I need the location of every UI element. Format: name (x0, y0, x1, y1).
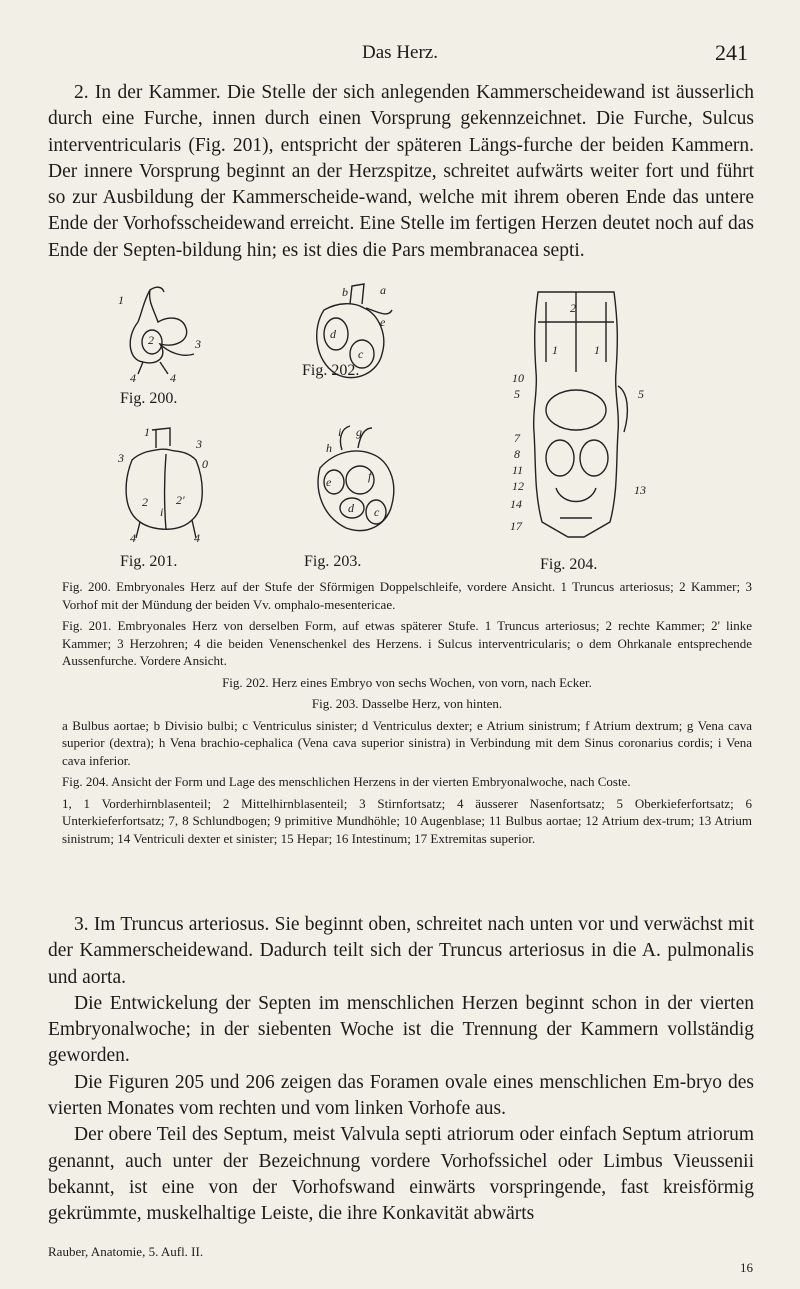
footer-sheet: 16 (740, 1260, 753, 1275)
fig203-label-d: d (348, 501, 354, 515)
fig202-label-c: c (358, 347, 364, 361)
fig204-label-17: 17 (510, 519, 522, 533)
paragraph: 2. In der Kammer. Die Stelle der sich anlegenden Kammerscheidewand ist äusserlich durch eine Furche, innen durch einen Vorsprung gekennzeichnet. Die Furche, Sulcus interventricularis (Fig. 201), entspricht der späteren Längs-furche der beiden Kammern. Der innere Vorsprung beginnt an der Herzspitze, schreitet aufwärts weiter fort und führt so zur Ausbildung der Kammerscheide-wand, welche mit ihrem oberen Ende das untere Ende der Vorhofsscheidewand erreicht. Eine Stelle im fertigen Herzen deutet noch auf das Ende der Septen-bildung hin; es ist dies die Pars membranacea septi. (48, 82, 754, 261)
figure-200-drawing (98, 282, 238, 384)
fig204-label-13: 13 (634, 483, 646, 497)
fig200-label-4b: 4 (170, 371, 176, 384)
fig202-label-d: d (330, 327, 336, 341)
footer-source: Rauber, Anatomie, 5. Aufl. II. (48, 1244, 204, 1259)
fig202-label-b: b (342, 285, 348, 299)
figure-204-drawing (498, 282, 658, 544)
fig200-label-4a: 4 (130, 371, 136, 384)
fig200-label: Fig. 200. (120, 390, 178, 407)
fig203-label-f: f (368, 469, 372, 483)
fig204-label-5b: 5 (638, 387, 644, 401)
fig200-label-3: 3 (195, 337, 201, 351)
fig203-label-h: h (326, 441, 332, 455)
fig202-label-e: e (380, 315, 386, 329)
fig204-label-14: 14 (510, 497, 522, 511)
fig204-label-11: 11 (512, 463, 524, 477)
fig203-label: Fig. 203. (304, 553, 362, 570)
fig204-label-1a: 1 (552, 343, 558, 357)
fig201-label-3a: 3 (118, 451, 124, 465)
fig204-label-1b: 1 (594, 343, 600, 357)
fig203-label-c: c (374, 505, 380, 519)
fig204-label-5a: 5 (514, 387, 520, 401)
text-block-top (48, 80, 754, 264)
fig201-label-3b: 3 (196, 437, 202, 451)
fig201-label-2p: 2' (176, 493, 185, 507)
fig201-label: Fig. 201. (120, 553, 178, 570)
figure-203-drawing (302, 420, 412, 545)
captions-block (62, 578, 752, 851)
fig200-label-1: 1 (118, 293, 124, 307)
paragraph: 3. Im Truncus arteriosus. Sie beginnt oben, schreitet nach unten vor und verwächst mit der Kammerscheidewand. Dadurch teilt sich der Truncus arteriosus in die A. pulmonalis und aorta. (48, 914, 754, 988)
caption-fig204: Fig. 204. Ansicht der Form und Lage des menschlichen Herzens in der vierten Embryonalwoche, nach Coste. (62, 774, 631, 789)
fig204-label: Fig. 204. (540, 556, 598, 573)
running-title: Das Herz. (362, 42, 438, 63)
fig201-label-1: 1 (144, 425, 150, 439)
fig201-label-4a: 4 (130, 531, 136, 545)
page-number: 241 (715, 40, 748, 65)
fig201-label-4b: 4 (194, 531, 200, 545)
fig204-label-8: 8 (514, 447, 520, 461)
fig201-label-2: 2 (142, 495, 148, 509)
fig202-label: Fig. 202. (302, 362, 360, 379)
fig200-label-2: 2 (148, 333, 154, 347)
fig204-label-7: 7 (514, 431, 520, 445)
paragraph: Die Entwickelung der Septen im menschlichen Herzen beginnt schon in der vierten Embryonalwoche; in der siebenten Woche ist die Trennung der Kammern vollständig geworden. (48, 992, 754, 1067)
fig203-label-e: e (326, 475, 332, 489)
fig204-label-10: 10 (512, 371, 524, 385)
fig203-label-g: g (356, 425, 362, 439)
caption-fig203: Fig. 203. Dasselbe Herz, von hinten. (311, 696, 503, 711)
fig202-label-a: a (380, 283, 386, 297)
fig201-label-i: i (160, 505, 164, 519)
figure-201-drawing (110, 420, 220, 545)
paragraph: Die Figuren 205 und 206 zeigen das Foramen ovale eines menschlichen Em-bryo des vierten Monates vom rechten und vom linken Vorhofe aus. (48, 1071, 754, 1120)
fig204-label-12: 12 (512, 479, 524, 493)
caption-fig201: Fig. 201. Embryonales Herz von derselben Form, auf etwas späterer Stufe. 1 Truncus arteriosus; 2 rechte Kammer; 2' linke Kammer; 3 Herzohren; 4 die beiden Venenschenkel des Herzens. i Sulcus interventricularis; o dem Ohrkanale entsprechende Aussenfurche. Vordere Ansicht. (62, 618, 752, 668)
caption-fig200: Fig. 200. Embryonales Herz auf der Stufe der Sförmigen Doppelschleife, vordere Ansicht. 1 Truncus arteriosus; 2 Kammer; 3 Vorhof mit der Mündung der beiden Vv. omphalo-mesentericae. (62, 579, 752, 612)
caption-fig204-legend: 1, 1 Vorderhirnblasenteil; 2 Mittelhirnblasenteil; 3 Stirnfortsatz; 4 äusserer Nasenfortsatz; 5 Oberkieferfortsatz; 6 Unterkieferfortsatz; 7, 8 Schlundbogen; 9 primitive Mundhöhle; 10 Augenblase; 11 Bulbus aortae; 12 Atrium dex-trum; 13 Atrium sinistrum; 14 Ventriculi dexter et sinister; 15 Hepar; 16 Intestinum; 17 Extremitas superior. (62, 795, 752, 846)
caption-fig203-legend: a Bulbus aortae; b Divisio bulbi; c Ventriculus sinister; d Ventriculus dexter; e Atrium sinistrum; f Atrium dextrum; g Vena cava superior (dextra); h Vena brachio-cephalica (Vena cava superior sinistra) in Verbindung mit dem Sinus coronarius cordis; i Vena cava inferior. (62, 717, 752, 768)
caption-fig202: Fig. 202. Herz eines Embryo von sechs Wochen, von vorn, nach Ecker. (222, 674, 592, 690)
text-block-bottom (48, 912, 754, 1228)
paragraph: Der obere Teil des Septum, meist Valvula septi atriorum oder einfach Septum atriorum genannt, auch unter der Bezeichnung vordere Vorhofssichel oder Limbus Vieussenii bekannt, ist eine von der Vorhofswand einwärts vorspringende, fast kreisförmig gekrümmte, muskelhaltige Leiste, die ihre Konkavität abwärts (48, 1124, 754, 1225)
fig201-label-0: 0 (202, 457, 208, 471)
fig203-label-i: i (338, 425, 342, 439)
fig204-label-2: 2 (570, 301, 576, 315)
